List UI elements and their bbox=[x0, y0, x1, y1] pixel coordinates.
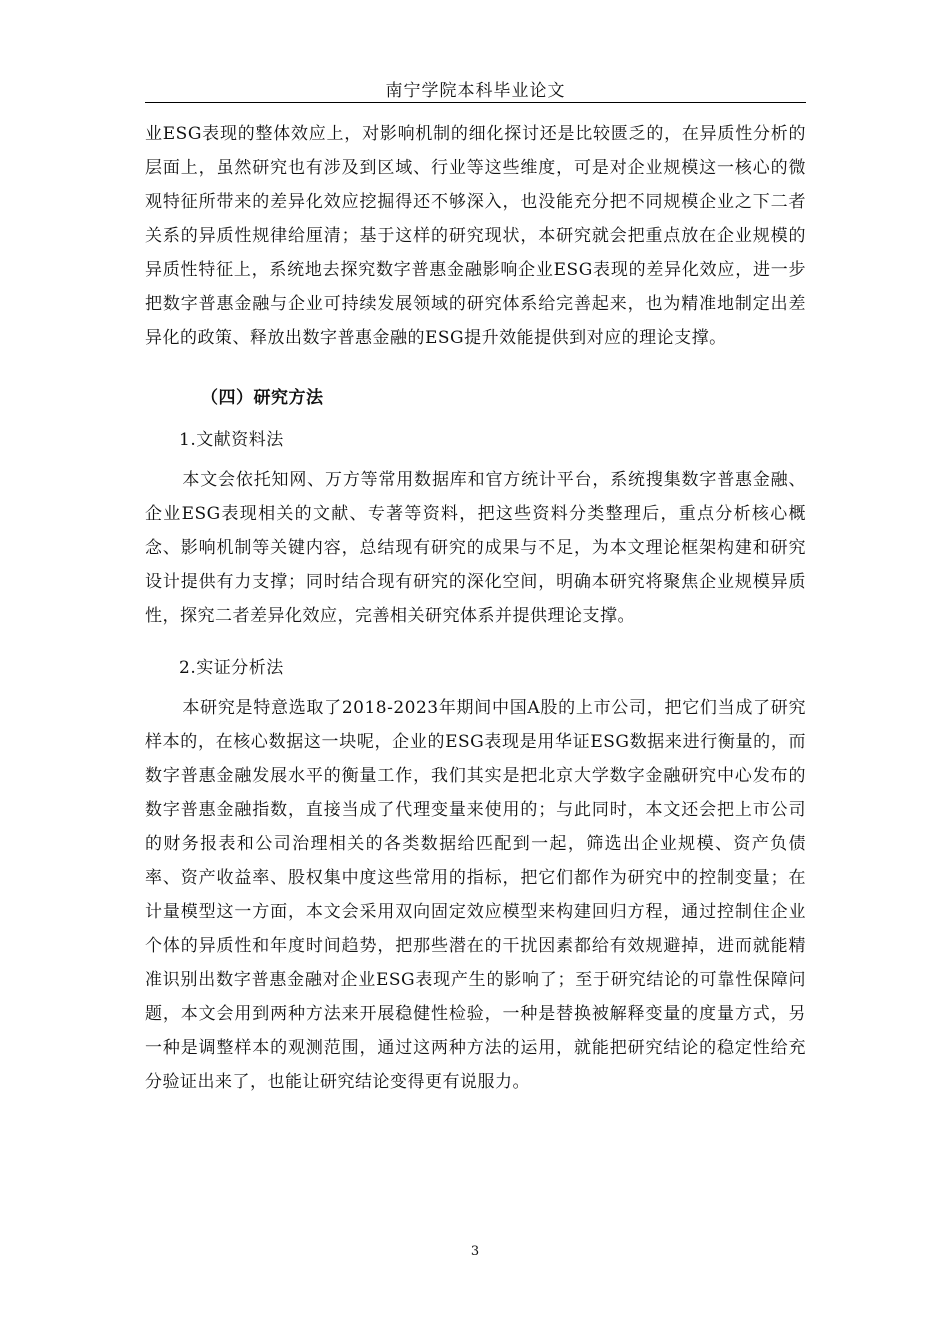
body-content bbox=[145, 117, 806, 1099]
subheading-empirical: 2.实证分析法 bbox=[179, 658, 284, 678]
page-number: 3 bbox=[470, 1244, 480, 1259]
paragraph-1: 业ESG表现的整体效应上，对影响机制的细化探讨还是比较匮乏的，在异质性分析的层面上，虽然研究也有涉及到区域、行业等这些维度，可是对企业规模这一核心的微观特征所带来的差异化效应挖掘得还不够深入，也没能充分把不同规模企业之下二者关系的异质性规律给厘清；基于这样的研究现状，本研究就会把重点放在企业规模的异质性特征上，系统地去探究数字普惠金融影响企业ESG表现的差异化效应，进一步把数字普惠金融与企业可持续发展领域的研究体系给完善起来，也为精准地制定出差异化的政策、释放出数字普惠金融的ESG提升效能提供到对应的理论支撑。 bbox=[145, 124, 806, 348]
page-header-title: 南宁学院本科毕业论文 bbox=[385, 81, 566, 101]
spacer bbox=[145, 633, 806, 647]
section-heading: （四）研究方法 bbox=[201, 388, 324, 408]
paragraph-2: 本文会依托知网、万方等常用数据库和官方统计平台，系统搜集数字普惠金融、企业ESG表现相关的文献、专著等资料，把这些资料分类整理后，重点分析核心概念、影响机制等关键内容，总结现有研究的成果与不足，为本文理论框架构建和研究设计提供有力支撑；同时结合现有研究的深化空间，明确本研究将聚焦企业规模异质性，探究二者差异化效应，完善相关研究体系并提供理论支撑。 bbox=[145, 470, 806, 626]
paragraph-3: 本研究是特意选取了2018-2023年期间中国A股的上市公司，把它们当成了研究样本的，在核心数据这一块呢，企业的ESG表现是用华证ESG数据来进行衡量的，而数字普惠金融发展水平的衡量工作，我们其实是把北京大学数字金融研究中心发布的数字普惠金融指数，直接当成了代理变量来使用的；与此同时，本文还会把上市公司的财务报表和公司治理相关的各类数据给匹配到一起，筛选出企业规模、资产负债率、资产收益率、股权集中度这些常用的指标，把它们都作为研究中的控制变量；在计量模型这一方面，本文会采用双向固定效应模型来构建回归方程，通过控制住企业个体的异质性和年度时间趋势，把那些潜在的干扰因素都给有效规避掉，进而就能精准识别出数字普惠金融对企业ESG表现产生的影响了；至于研究结论的可靠性保障问题，本文会用到两种方法来开展稳健性检验，一种是替换被解释变量的度量方式，另一种是调整样本的观测范围，通过这两种方法的运用，就能把研究结论的稳定性给充分验证出来了，也能让研究结论变得更有说服力。 bbox=[145, 698, 806, 1092]
subheading-literature: 1.文献资料法 bbox=[179, 430, 284, 450]
spacer bbox=[145, 355, 806, 369]
header-divider bbox=[145, 102, 806, 103]
